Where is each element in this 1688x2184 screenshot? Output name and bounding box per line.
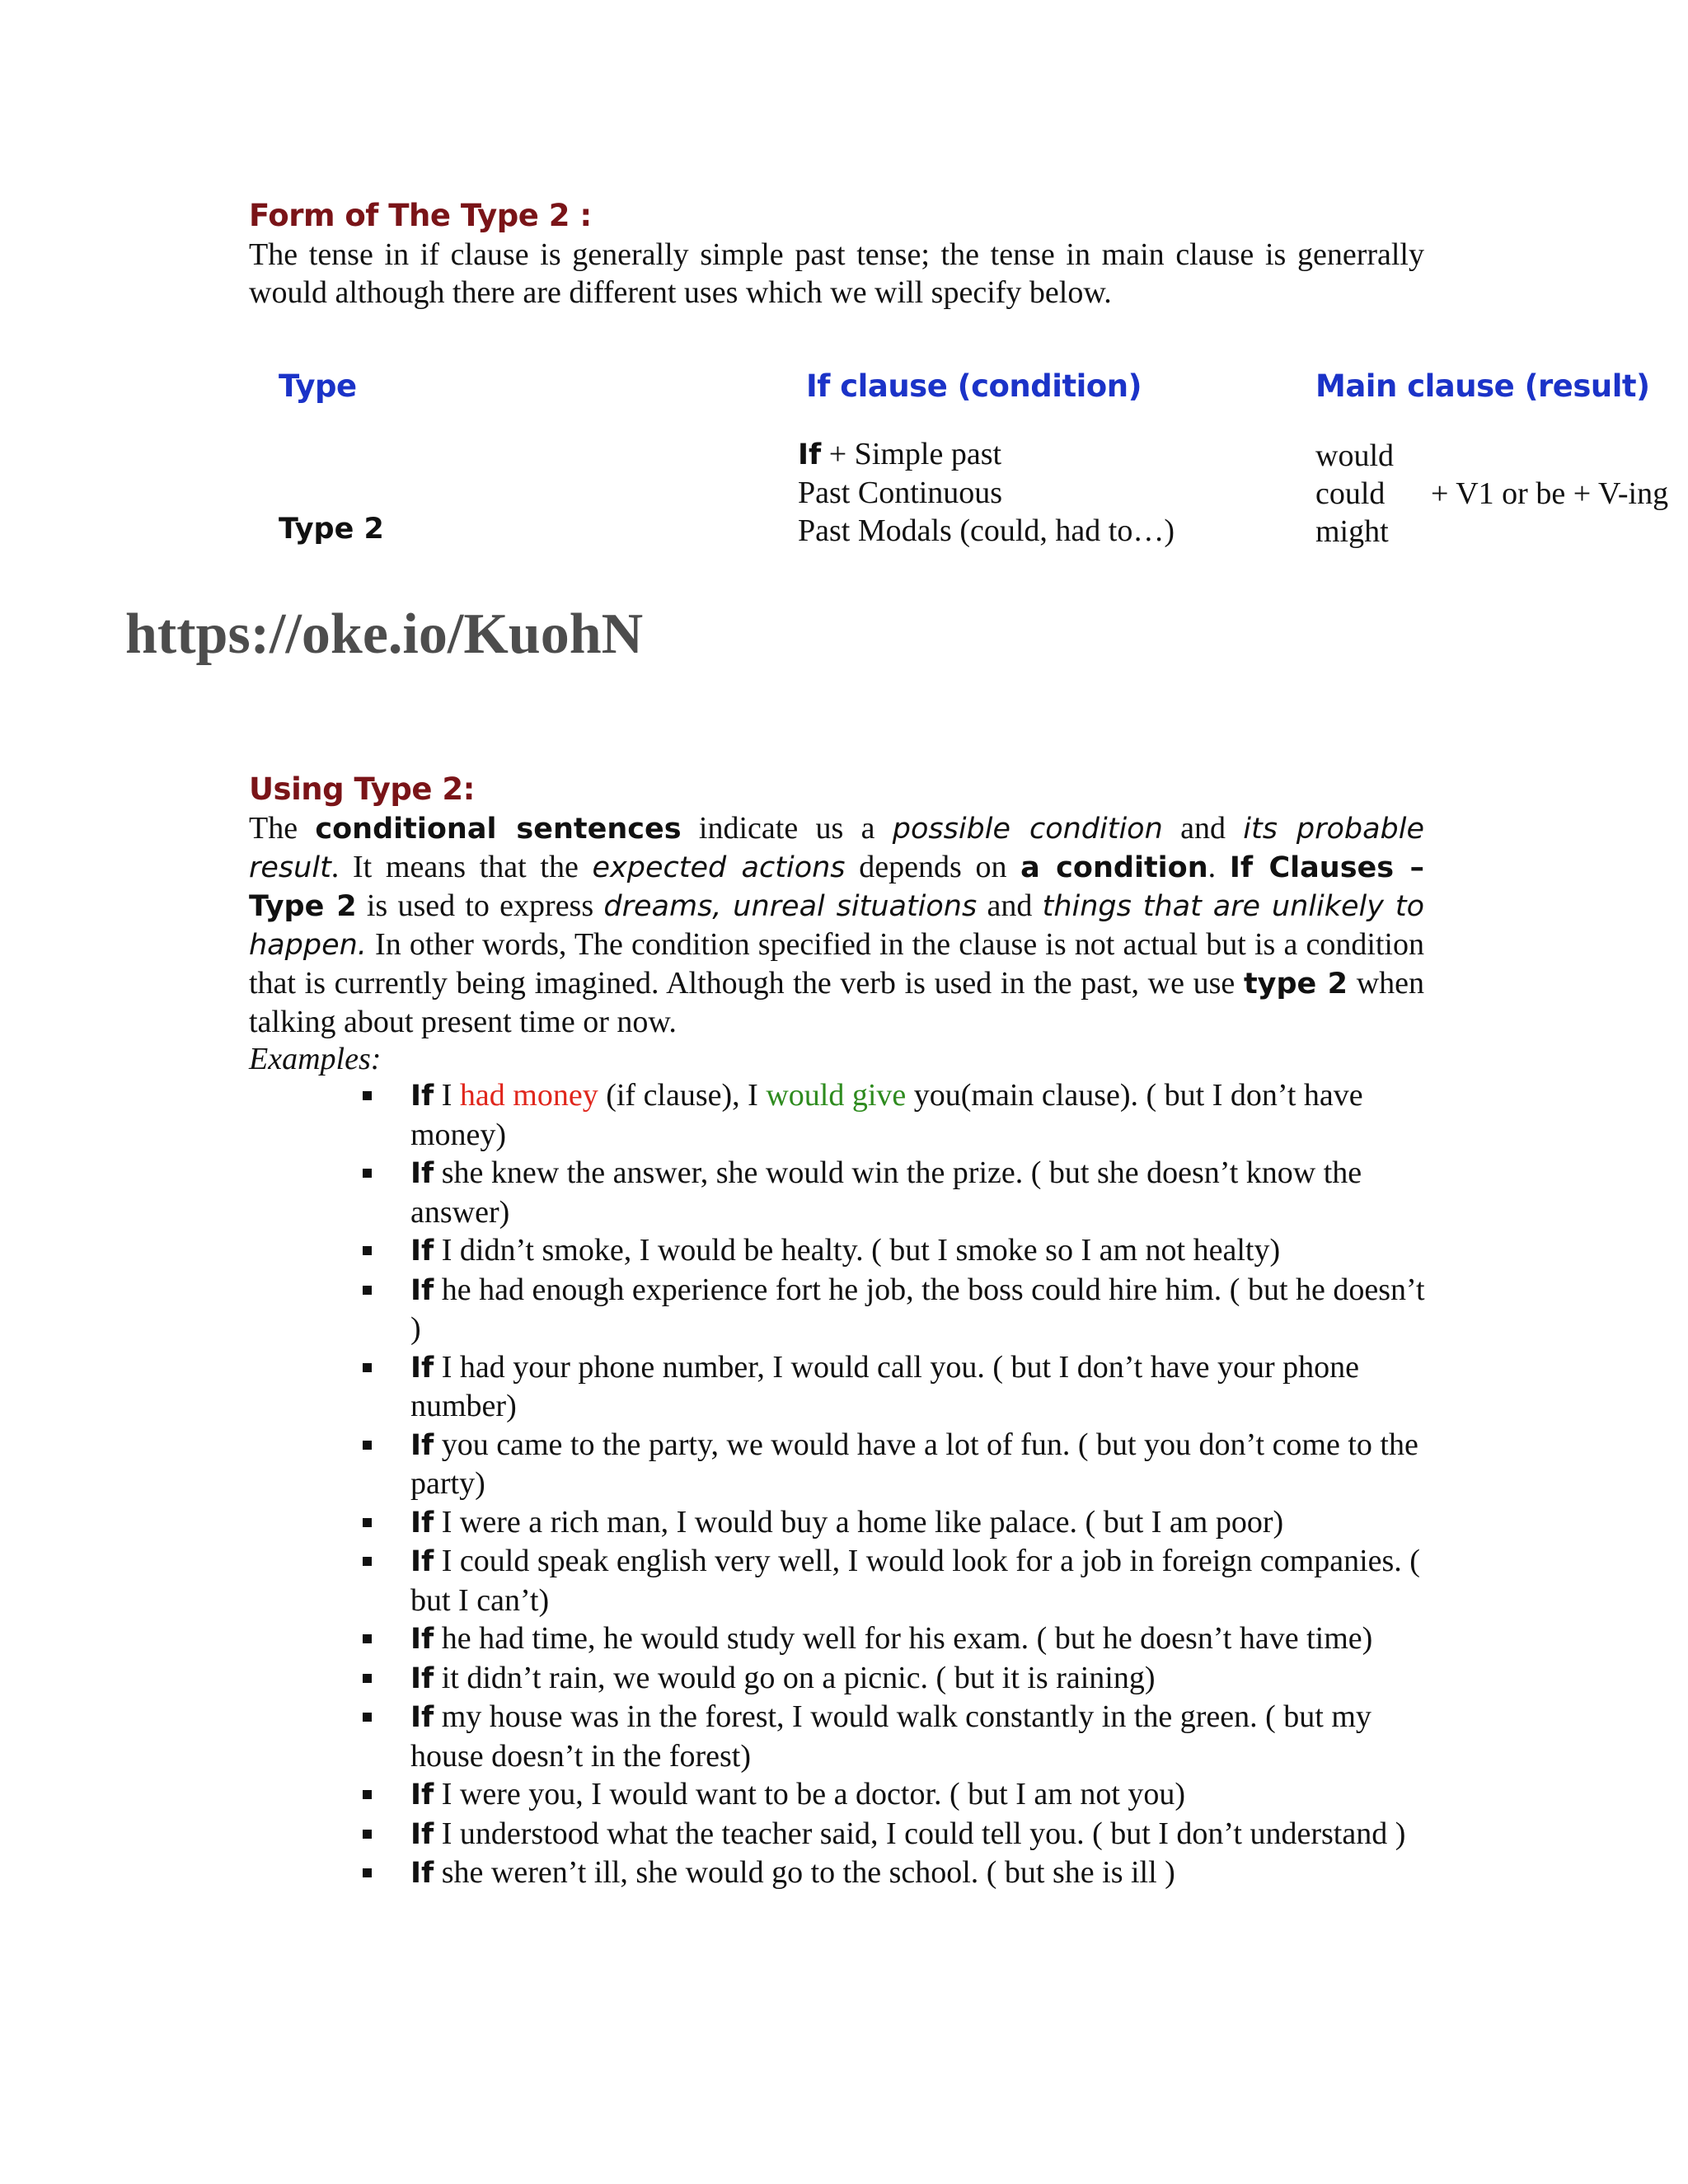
- form-description: The tense in if clause is generally simple past tense; the tense in main clause is generrally would although there are different uses which we will specify below.: [249, 237, 1424, 310]
- if-clause-line-2: Past Continuous: [798, 476, 1003, 510]
- main-modal-could: could: [1315, 476, 1386, 511]
- list-item: If she weren’t ill, she would go to the school. ( but she is ill ): [354, 1854, 1426, 1893]
- using-paragraph: The conditional sentences indicate us a possible condition and its probable result. It means that the expected actions depends on a condition. If Clauses – Type 2 is used to express dreams, unreal situations and things that are unlikely to happen. In other words, The condition specified in the clause is not actual but is a condition that is currently being imagined. Although the verb is used in the past, we use type 2 when talking about present time or now.: [249, 811, 1425, 1039]
- list-item: If it didn’t rain, we would go on a picnic. ( but it is raining): [354, 1659, 1426, 1699]
- bullet-icon: [363, 1557, 372, 1566]
- bullet-icon: [363, 1674, 372, 1683]
- list-item: If she knew the answer, she would win the prize. ( but she doesn’t know the answer): [354, 1154, 1426, 1231]
- main-modal-would: would: [1315, 438, 1394, 473]
- url-text: https://oke.io/KuohN: [125, 602, 644, 666]
- if-clause-line-3: Past Modals (could, had to…): [798, 513, 1175, 548]
- main-clause-highlight: would give: [766, 1078, 907, 1113]
- bullet-icon: [363, 1286, 372, 1295]
- list-item: If my house was in the forest, I would walk constantly in the green. ( but my house doesn’t in the forest): [354, 1698, 1426, 1775]
- bullet-icon: [363, 1790, 372, 1799]
- list-item: If I had money (if clause), I would give you(main clause). ( but I don’t have money): [354, 1076, 1426, 1154]
- bullet-icon: [363, 1246, 372, 1255]
- list-item: If you came to the party, we would have a lot of fun. ( but you don’t come to the party): [354, 1426, 1426, 1503]
- main-clause-suffix: + V1 or be + V-ing: [1431, 476, 1669, 511]
- examples-label: Examples:: [249, 1042, 382, 1076]
- list-item: If he had enough experience fort he job, the boss could hire him. ( but he doesn’t ): [354, 1271, 1426, 1348]
- bullet-icon: [363, 1713, 372, 1722]
- table-header-if-clause: If clause (condition): [806, 368, 1142, 404]
- using-heading: Using Type 2:: [249, 771, 475, 807]
- list-item: If he had time, he would study well for his exam. ( but he doesn’t have time): [354, 1619, 1426, 1659]
- if-clause-line-1: If + Simple past: [798, 437, 1002, 471]
- bullet-icon: [363, 1868, 372, 1877]
- bullet-icon: [363, 1518, 372, 1527]
- list-item: If I didn’t smoke, I would be healty. ( but I smoke so I am not healty): [354, 1231, 1426, 1271]
- bullet-icon: [363, 1169, 372, 1178]
- bullet-icon: [363, 1634, 372, 1643]
- examples-list: [354, 1076, 1426, 1893]
- form-heading: Form of The Type 2 :: [249, 198, 592, 233]
- bullet-icon: [363, 1363, 372, 1372]
- list-item: If I understood what the teacher said, I could tell you. ( but I don’t understand ): [354, 1815, 1426, 1854]
- list-item: If I had your phone number, I would call you. ( but I don’t have your phone number): [354, 1348, 1426, 1426]
- if-clause-highlight: had money: [459, 1078, 598, 1113]
- table-header-type: Type: [279, 368, 357, 404]
- bullet-icon: [363, 1441, 372, 1450]
- list-item: If I were a rich man, I would buy a home like palace. ( but I am poor): [354, 1503, 1426, 1543]
- main-modal-might: might: [1315, 514, 1389, 549]
- bullet-icon: [363, 1830, 372, 1839]
- list-item: If I could speak english very well, I would look for a job in foreign companies. ( but I can’t): [354, 1542, 1426, 1619]
- table-header-main-clause: Main clause (result): [1315, 368, 1650, 404]
- bullet-icon: [363, 1091, 372, 1100]
- list-item: If I were you, I would want to be a doctor. ( but I am not you): [354, 1775, 1426, 1815]
- table-row-type: Type 2: [279, 513, 384, 546]
